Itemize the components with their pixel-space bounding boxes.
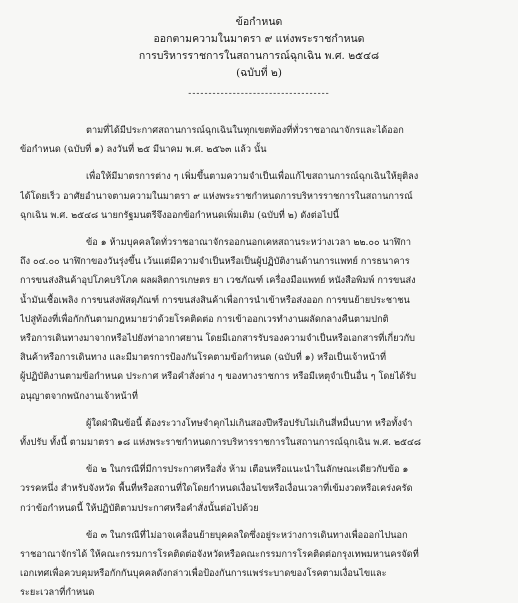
text-line: ฉุกเฉิน พ.ศ. ๒๕๔๘ นายกรัฐมนตรีจึงออกข้อกำหนดเพิ่มเติม (ฉบับที่ ๒) ดังต่อไปนี้ (20, 209, 340, 221)
act-line: การบริหารราชการในสถานการณ์ฉุกเฉิน พ.ศ. ๒๕๔๘ (138, 50, 380, 62)
text-line: ผู้ปฏิบัติงานตามข้อกำหนด ประกาศ หรือคำสั่งต่าง ๆ ของทางราชการ หรือมีเหตุจำเป็นอื่น ๆ โดยได้รับ (20, 371, 417, 383)
divider-rule: ----------------------------------- (188, 89, 330, 99)
text-line: อนุญาตจากพนักงานเจ้าหน้าที่ (20, 390, 138, 402)
text-line: ผู้ใดฝ่าฝืนข้อนี้ ต้องระวางโทษจำคุกไม่เกินสองปีหรือปรับไม่เกินสี่หมื่นบาท หรือทั้งจำ (86, 417, 413, 429)
text-line: ทั้งปรับ ทั้งนี้ ตามมาตรา ๑๘ แห่งพระราชกำหนดการบริหารราชการในสถานการณ์ฉุกเฉิน พ.ศ. ๒๕๔๘ (20, 437, 422, 449)
text-line: เพื่อให้มีมาตรการต่าง ๆ เพิ่มขึ้นตามความจำเป็นเพื่อแก้ไขสถานการณ์ฉุกเฉินให้ยุติลง (86, 171, 419, 183)
authority-line: ออกตามความในมาตรา ๙ แห่งพระราชกำหนด (153, 33, 365, 45)
text-line: ข้อ ๒ ในกรณีที่มีการประกาศหรือสั่ง ห้าม เตือนหรือแนะนำในลักษณะเดียวกับข้อ ๑ (86, 464, 409, 476)
text-line: สินค้าหรือการเดินทาง และมีมาตรการป้องกันโรคตามข้อกำหนด (ฉบับที่ ๑) หรือเป็นเจ้าหน้าที่ (20, 352, 387, 364)
text-line: น้ำมันเชื้อเพลิง การขนส่งพัสดุภัณฑ์ การขนส่งสินค้าเพื่อการนำเข้าหรือส่งออก การขนย้ายประชาชน (20, 294, 410, 306)
paragraph-clause-2 (20, 460, 498, 518)
text-line: ตามที่ได้มีประกาศสถานการณ์ฉุกเฉินในทุกเขตท้องที่ทั่วราชอาณาจักรและได้ออก (86, 125, 404, 136)
text-line: ราชอาณาจักรได้ ให้คณะกรรมการโรคติดต่อจังหวัดหรือคณะกรรมการโรคติดต่อกรุงเทพมหานครจัดที่ (20, 549, 419, 561)
text-line: ข้อ ๓ ในกรณีที่ไม่อาจเคลื่อนย้ายบุคคลใดซึ่งอยู่ระหว่างการเดินทางเพื่อออกไปนอก (86, 529, 408, 541)
paragraph-penalty (20, 414, 498, 452)
document-body (20, 121, 498, 603)
text-line: ระยะเวลาที่กำหนด (20, 587, 95, 599)
document-title: ข้อกำหนด (235, 16, 283, 28)
document-header (20, 0, 498, 103)
text-line: ถึง ๐๔.๐๐ นาฬิกาของวันรุ่งขึ้น เว้นแต่มีความจำเป็นหรือเป็นผู้ปฏิบัติงานด้านการแพทย์ การธนาคาร (20, 256, 410, 268)
text-line: ข้อ ๑ ห้ามบุคคลใดทั่วราชอาณาจักรออกนอกเคหสถานระหว่างเวลา ๒๒.๐๐ นาฬิกา (86, 237, 411, 249)
issue-number: (ฉบับที่ ๒) (236, 67, 282, 79)
text-line: ข้อกำหนด (ฉบับที่ ๑) ลงวันที่ ๒๕ มีนาคม พ.ศ. ๒๕๖๓ แล้ว นั้น (20, 144, 267, 156)
text-line: เอกเทศเพื่อควบคุมหรือกักกันบุคคลดังกล่าวเพื่อป้องกันการแพร่ระบาดของโรคตามเงื่อนไขและ (20, 568, 387, 580)
text-line: การขนส่งสินค้าอุปโภคบริโภค ผลผลิตการเกษตร ยา เวชภัณฑ์ เครื่องมือแพทย์ หนังสือพิมพ์ การขนส่ง (20, 275, 416, 287)
text-line: หรือการเดินทางมาจากหรือไปยังท่าอากาศยาน โดยมีเอกสารรับรองความจำเป็นหรือเอกสารที่เกี่ยวกับ (20, 333, 416, 345)
text-line: กว่าข้อกำหนดนี้ ให้ปฏิบัติตามประกาศหรือคำสั่งนั้นต่อไปด้วย (20, 502, 259, 514)
paragraph-clause-3 (20, 526, 498, 603)
text-line: ได้โดยเร็ว อาศัยอำนาจตามความในมาตรา ๙ แห่งพระราชกำหนดการบริหารราชการในสถานการณ์ (20, 190, 413, 202)
paragraph-purpose (20, 167, 498, 225)
text-line: ไปสู่ท้องที่เพื่อกักกันตามกฎหมายว่าด้วยโรคติดต่อ การเข้าออกเวรทำงานผลัดกลางคืนตามปกติ (20, 313, 389, 325)
paragraph-clause-1 (20, 233, 498, 406)
text-line: วรรคหนึ่ง สำหรับจังหวัด พื้นที่หรือสถานที่ใดโดยกำหนดเงื่อนไขหรือเงื่อนเวลาที่เข้มงวดหรือเคร่งครัด (20, 483, 413, 495)
paragraph-preamble (20, 121, 498, 159)
